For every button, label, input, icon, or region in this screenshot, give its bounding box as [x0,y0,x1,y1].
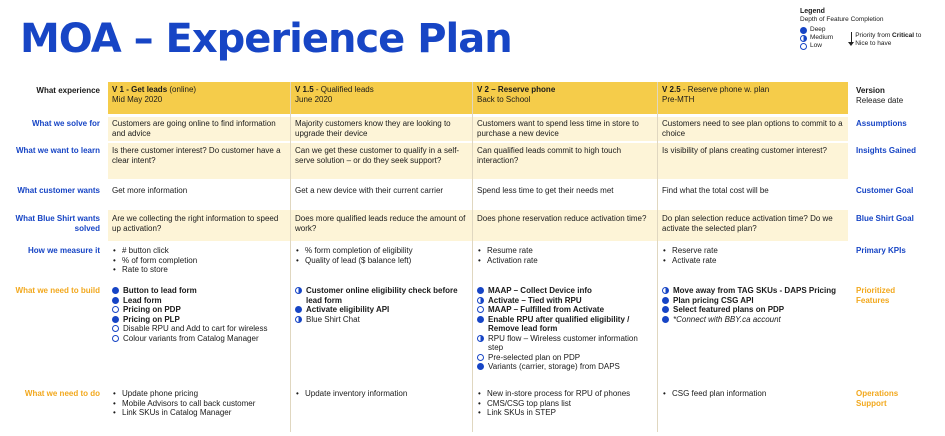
column-header [662,85,844,105]
row-label-todo: What we need to do [24,389,100,398]
column-version [112,85,284,95]
cell-customer: Get a new device with their current carrier [295,186,444,195]
feature-text: Disable RPU and Add to cart for wireless [123,324,268,333]
column-date: June 2020 [295,95,333,104]
feature-text: Activate eligibility API [306,305,390,314]
kpi-list [112,246,284,275]
deep-dot-icon [295,306,302,313]
kpi-item: • Quality of lead ($ balance left) [295,256,467,266]
column-header [295,85,467,105]
feature-item [295,315,467,325]
deep-dot-icon [662,297,669,304]
feature-item [112,286,284,296]
low-dot-icon [477,306,484,313]
feature-item [112,315,284,325]
feature-text: Pricing on PLP [123,314,180,324]
low-dot-icon [112,325,119,332]
feature-item [112,296,284,306]
kpi-list [295,246,467,265]
feature-item [477,334,651,353]
column-version-name: Get leads [128,85,168,94]
cell-learn: Is visibility of plans creating customer interest? [662,146,827,155]
feature-text: Variants (carrier, storage) from DAPS [488,362,620,371]
kpi-item: • Resume rate [477,246,651,256]
cell-learn: Is there customer interest? Do customer have a clear intent? [112,146,281,165]
kpi-list [477,246,651,265]
column-version-name: - Qualified leads [313,85,374,94]
column-date: Pre-MTH [662,95,695,104]
column-version-number: V 2 – [477,85,496,94]
feature-list [112,286,284,343]
feature-item [477,315,651,334]
feature-item [662,286,844,296]
row-label-customer: What customer wants [17,186,100,195]
feature-item [662,296,844,306]
cell-solve: Majority customers know they are looking to upgrade their device [295,119,451,138]
customer-goal-label: Customer Goal [856,186,914,195]
operations-item: • Link SKUs in STEP [477,408,651,418]
assumptions-label: Assumptions [856,119,907,128]
operations-item: • CSG feed plan information [662,389,844,399]
cell-blueshirt: Does phone reservation reduce activation time? [477,214,647,223]
deep-dot-icon [800,27,807,34]
ops-label: Operations Support [856,389,899,408]
column-version-name: Reserve phone [495,85,556,94]
feature-text: Activate – Tied with RPU [488,295,582,305]
operations-list [295,389,467,399]
operations-item: • Update inventory information [295,389,467,399]
column-version-number: V 1.5 [295,85,314,94]
column-header [477,85,651,105]
cell-customer: Spend less time to get their needs met [477,186,614,195]
feature-item [295,286,467,305]
feature-text: MAAP – Fulfilled from Activate [488,305,605,314]
feature-text: *Connect with BBY.ca account [673,314,781,324]
cell-customer: Find what the total cost will be [662,186,769,195]
feature-item [477,286,651,296]
operations-list [662,389,844,399]
cell-blueshirt: Are we collecting the right information to speed up activation? [112,214,279,233]
operations-item: • Mobile Advisors to call back customer [112,399,284,409]
legend-subtitle: Depth of Feature Completion [800,16,884,23]
medium-dot-icon [477,297,484,304]
column-divider [290,82,291,432]
legend-items [800,26,833,50]
feature-item [477,362,651,372]
legend-title: Legend [800,8,825,15]
medium-dot-icon [477,335,484,342]
feature-item [112,324,284,334]
kpi-item: • Activate rate [662,256,844,266]
kpi-item: • Reserve rate [662,246,844,256]
legend [800,8,940,49]
column-version [662,85,844,95]
feature-text: Button to lead form [123,286,197,295]
row-label-blueshirt: What Blue Shirt wants solved [15,214,100,233]
deep-dot-icon [477,363,484,370]
medium-dot-icon [295,287,302,294]
column-date: Back to School [477,95,531,104]
cell-blueshirt: Do plan selection reduce activation time? Do we activate the selected plan? [662,214,833,233]
legend-item-low: Low [800,42,833,50]
low-dot-icon [112,306,119,313]
deep-dot-icon [662,306,669,313]
legend-priority: Priority from Critical to Nice to have [848,32,928,48]
feature-item [295,305,467,315]
cell-blueshirt: Does more qualified leads reduce the amount of work? [295,214,466,233]
cell-solve: Customers need to see plan options to commit to a choice [662,119,843,138]
feature-text: Customer online eligibility check before lead form [306,286,458,305]
row-label-measure: How we measure it [27,246,100,255]
cell-solve: Customers want to spend less time in store to purchase a new device [477,119,639,138]
feature-item [662,315,844,325]
feature-text: Blue Shirt Chat [306,314,360,324]
kpi-list [662,246,844,265]
medium-dot-icon [295,316,302,323]
kpi-item: • Rate to store [112,265,284,275]
column-version [295,85,467,95]
feature-item [477,305,651,315]
feature-text: Pricing on PDP [123,305,181,314]
feature-item [112,305,284,315]
feature-text: Lead form [123,295,162,305]
medium-dot-icon [662,287,669,294]
page-title: MOA – Experience Plan [20,16,512,62]
low-dot-icon [112,335,119,342]
arrow-down-icon [848,32,852,46]
kpi-item: • % form completion of eligibility [295,246,467,256]
feature-list [662,286,844,324]
operations-list [112,389,284,418]
deep-dot-icon [477,316,484,323]
low-dot-icon [477,354,484,361]
cell-learn: Can qualified leads commit to high touch interaction? [477,146,622,165]
insights-label: Insights Gained [856,146,917,155]
kpis-label: Primary KPIs [856,246,906,255]
feature-text: Colour variants from Catalog Manager [123,333,259,343]
kpi-item: • # button click [112,246,284,256]
deep-dot-icon [112,287,119,294]
column-version-number: V 2.5 [662,85,681,94]
column-date: Mid May 2020 [112,95,163,104]
feature-list [295,286,467,324]
row-label-experience: What experience [36,86,100,95]
kpi-item: • Activation rate [477,256,651,266]
operations-item: • New in-store process for RPU of phones [477,389,651,399]
feature-list [477,286,651,372]
deep-dot-icon [477,287,484,294]
cell-learn: Can we get these customer to qualify in a self-serve solution – or do they seek support? [295,146,460,165]
kpi-item: • % of form completion [112,256,284,266]
column-divider [657,82,658,432]
deep-dot-icon [112,316,119,323]
features-label: Prioritized Features [856,286,896,305]
operations-item: • Link SKUs in Catalog Manager [112,408,284,418]
feature-item [112,334,284,344]
deep-dot-icon [112,297,119,304]
row-label-learn: What we want to learn [15,146,100,155]
column-version [477,85,651,95]
legend-item-deep: Deep [800,26,833,34]
feature-text: Enable RPU after qualified eligibility / Remove lead form [488,314,630,333]
operations-item: • CMS/CSG top plans list [477,399,651,409]
low-dot-icon [800,43,807,50]
deep-dot-icon [662,316,669,323]
column-version-name: - Reserve phone w. plan [680,85,770,94]
feature-item [662,305,844,315]
operations-item: • Update phone pricing [112,389,284,399]
column-divider [472,82,473,432]
medium-dot-icon [800,35,807,42]
feature-text: Plan pricing CSG API [673,295,754,305]
row-label-build: What we need to build [15,286,100,295]
cell-customer: Get more information [112,186,188,195]
column-header [112,85,284,105]
column-version-suffix: (online) [167,85,197,94]
feature-text: Pre-selected plan on PDP [488,352,581,362]
operations-list [477,389,651,418]
feature-text: MAAP – Collect Device info [488,286,592,295]
version-label: Version Release date [856,86,904,105]
feature-text: Select featured plans on PDP [673,305,785,314]
feature-text: Move away from TAG SKUs - DAPS Pricing [673,286,836,295]
feature-item [477,353,651,363]
row-label-solve: What we solve for [31,119,100,128]
legend-item-medium: Medium [800,34,833,42]
feature-text: RPU flow – Wireless customer information step [488,333,638,352]
feature-item [477,296,651,306]
cell-solve: Customers are going online to find information and advice [112,119,276,138]
column-version-number: V 1 - [112,85,129,94]
blueshirt-goal-label: Blue Shirt Goal [856,214,914,223]
